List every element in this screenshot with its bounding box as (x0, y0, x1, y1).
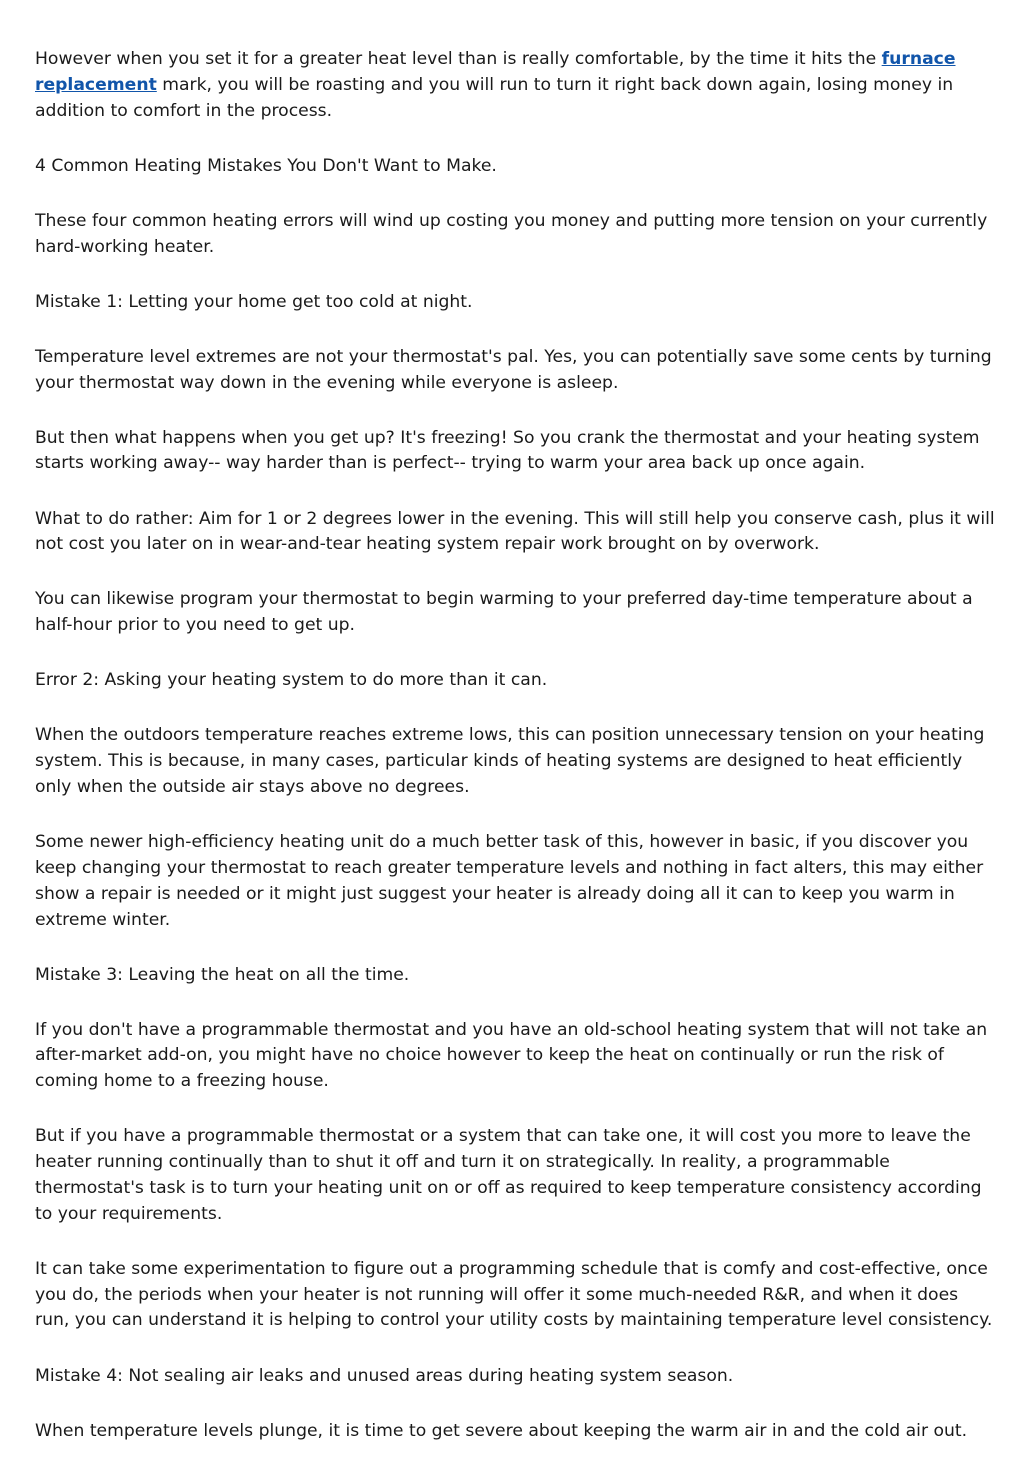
paragraph-intro-before: However when you set it for a greater heat level than is really comfortable, by the time it hits the (35, 49, 882, 69)
paragraph: But if you have a programmable thermostat or a system that can take one, it will cost you more to leave the heater running continually than to shut it off and turn it on strategically. In reality, a programmable thermostat's task is to turn your heating unit on or off as required to keep temperature consistency according to your requirements. (35, 1126, 982, 1224)
mistake-4-heading: Mistake 4: Not sealing air leaks and unused areas during heating system season. (35, 1365, 734, 1386)
paragraph: If you don't have a programmable thermostat and you have an old-school heating system that will not take an after-market add-on, you might have no choice however to keep the heat on continually or run the risk of coming home to a freezing house. (35, 1019, 988, 1092)
mistake-2-heading: Error 2: Asking your heating system to do more than it can. (35, 670, 548, 691)
paragraph: Some newer high-efficiency heating unit do a much better task of this, however in basic, if you discover you keep changing your thermostat to reach greater temperature levels and nothing in fact alters, this may either show a repair is needed or it might just suggest your heater is already doing all it can to keep you warm in extreme winter. (35, 832, 984, 930)
paragraph: It can take some experimentation to figure out a programming schedule that is comfy and cost-effective, once you do, the periods when your heater is not running will offer it some much-needed R&R, and when it does run, you can understand it is helping to control your utility costs by maintaining temperature level consistency. (35, 1258, 993, 1331)
article-heading: 4 Common Heating Mistakes You Don't Want to Make. (35, 155, 497, 176)
paragraph: These four common heating errors will wind up costing you money and putting more tension on your currently hard-working heater. (35, 210, 988, 257)
document-page (35, 47, 995, 1474)
paragraph: Temperature level extremes are not your thermostat's pal. Yes, you can potentially save some cents by turning your thermostat way down in the evening while everyone is asleep. (35, 346, 992, 393)
paragraph: When the outdoors temperature reaches extreme lows, this can position unnecessary tension on your heating system. This is because, in many cases, particular kinds of heating systems are designed to heat efficiently only when the outside air stays above no degrees. (35, 725, 985, 798)
furnace-replacement-link[interactable]: furnace replacement (35, 49, 956, 95)
mistake-1-heading: Mistake 1: Letting your home get too cold at night. (35, 291, 473, 312)
paragraph: But then what happens when you get up? It's freezing! So you crank the thermostat and your heating system starts working away-- way harder than is perfect-- trying to warm your area back up once again. (35, 427, 980, 474)
paragraph: What to do rather: Aim for 1 or 2 degrees lower in the evening. This will still help you conserve cash, plus it will not cost you later on in wear-and-tear heating system repair work brought on by overwork. (35, 508, 995, 555)
paragraph: When temperature levels plunge, it is time to get severe about keeping the warm air in and the cold air out. (35, 1420, 968, 1441)
paragraph: You can likewise program your thermostat to begin warming to your preferred day-time temperature about a half-hour prior to you need to get up. (35, 589, 973, 636)
paragraph-intro (35, 47, 995, 124)
mistake-3-heading: Mistake 3: Leaving the heat on all the time. (35, 964, 410, 985)
paragraph-intro-after: mark, you will be roasting and you will run to turn it right back down again, losing money in addition to comfort in the process. (35, 74, 954, 121)
